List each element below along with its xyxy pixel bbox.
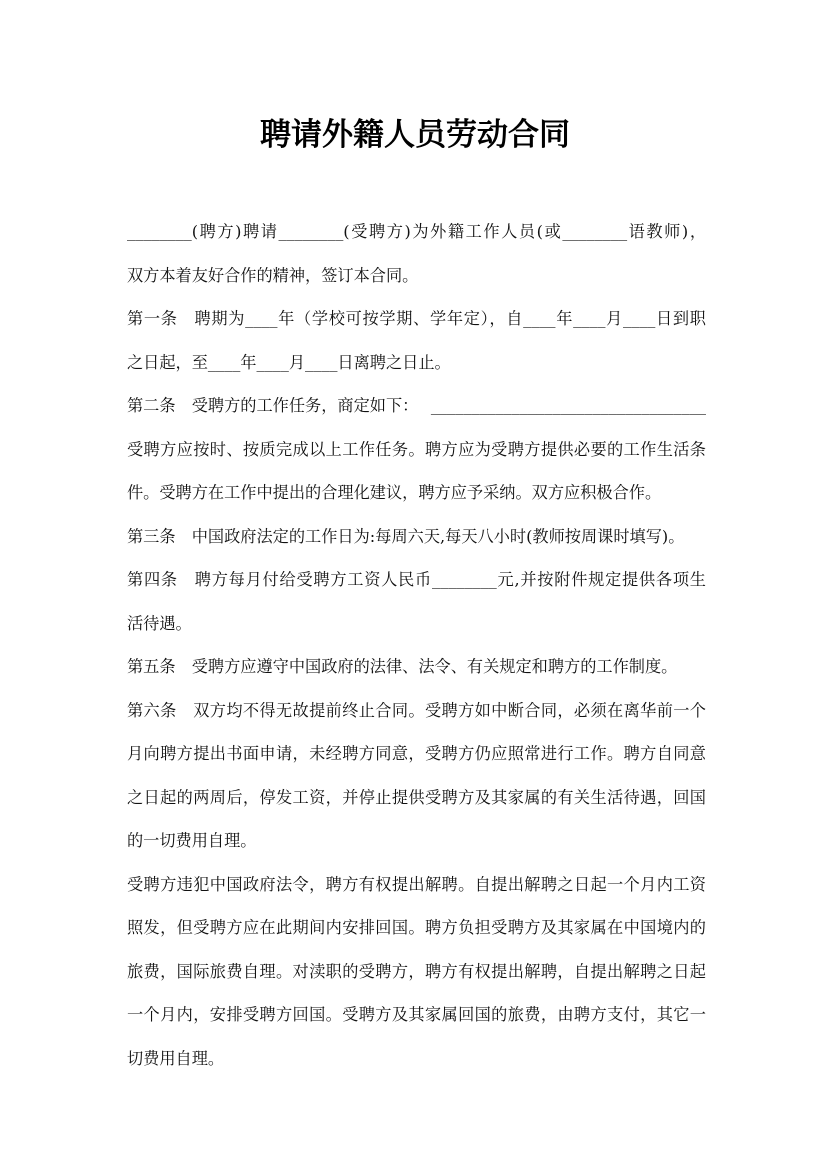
document-title: 聘请外籍人员劳动合同	[260, 117, 570, 153]
contract-line: ________(聘方)聘请________(受聘方)为外籍工作人员(或________语教师)，	[127, 222, 706, 241]
contract-line: 受聘方违犯中国政府法令，聘方有权提出解聘。自提出解聘之日起一个月内工资	[127, 874, 706, 894]
contract-line: 之日起的两周后，停发工资，并停止提供受聘方及其家属的有关生活待遇，回国	[127, 787, 706, 807]
article-2-text: 第二条 受聘方的工作任务，商定如下：	[127, 396, 419, 415]
article-6-continued	[127, 863, 706, 1081]
article-4	[127, 558, 706, 645]
contract-line: 第一条 聘期为____年（学校可按学期、学年定），自____年____月____日到职	[127, 309, 706, 328]
contract-line: 双方本着友好合作的精神，签订本合同。	[127, 265, 419, 285]
contract-line: 件。受聘方在工作中提出的合理化建议，聘方应予采纳。双方应积极合作。	[127, 483, 662, 502]
article-5	[127, 645, 706, 689]
contract-line: 第四条 聘方每月付给受聘方工资人民币________元,并按附件规定提供各项生	[127, 570, 706, 589]
contract-line: 受聘方应按时、按质完成以上工作任务。聘方应为受聘方提供必要的工作生活条	[127, 439, 706, 459]
contract-line: 活待遇。	[127, 613, 192, 633]
contract-line: 的一切费用自理。	[127, 831, 257, 850]
article-2	[127, 384, 706, 428]
article-1	[127, 297, 706, 384]
fill-in-blank: __________________________________	[430, 396, 706, 415]
contract-line: 第三条 中国政府法定的工作日为:每周六天,每天八小时(教师按周课时填写)。	[127, 526, 685, 546]
contract-line: 之日起，至____年____月____日离聘之日止。	[127, 352, 451, 372]
contract-line: 旅费，国际旅费自理。对渎职的受聘方，聘方有权提出解聘，自提出解聘之日起	[127, 961, 706, 981]
contract-line: 一个月内，安排受聘方回国。受聘方及其家属回国的旅费，由聘方支付，其它一	[127, 1005, 706, 1024]
contract-line	[127, 384, 706, 428]
contract-line: 第六条 双方均不得无故提前终止合同。受聘方如中断合同，必须在离华前一个	[127, 700, 706, 720]
contract-line: 第五条 受聘方应遵守中国政府的法律、法令、有关规定和聘方的工作制度。	[127, 657, 678, 676]
article-6	[127, 689, 706, 863]
contract-body	[127, 210, 706, 1080]
contract-line: 月向聘方提出书面申请，未经聘方同意，受聘方仍应照常进行工作。聘方自同意	[127, 744, 706, 763]
article-2-continued	[127, 428, 706, 515]
preamble-paragraph	[127, 210, 706, 297]
contract-line: 切费用自理。	[127, 1048, 225, 1068]
contract-line: 照发，但受聘方应在此期间内安排回国。聘方负担受聘方及其家属在中国境内的	[127, 918, 706, 937]
article-3	[127, 515, 706, 559]
